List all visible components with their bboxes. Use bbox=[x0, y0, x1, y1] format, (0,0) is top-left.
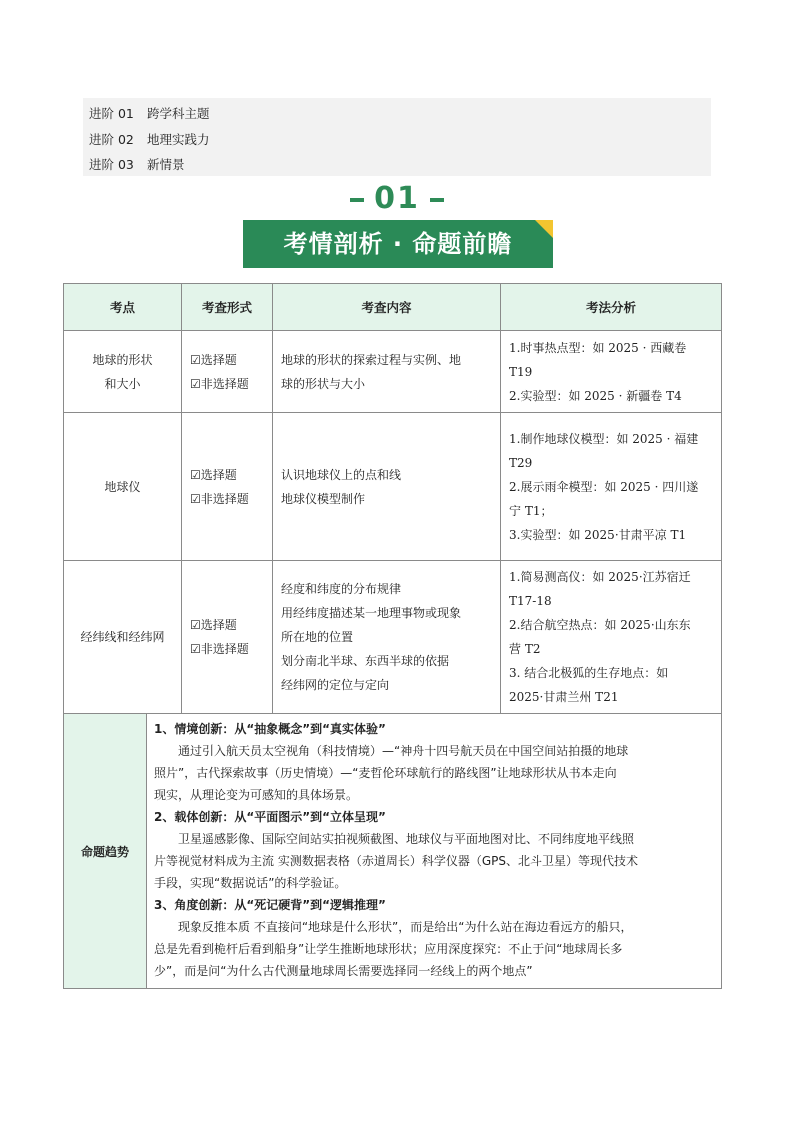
trend-text: 照片”，古代探索故事（历史情境）—“麦哲伦环球航行的路线图”让地球形状从书本走向 bbox=[154, 766, 617, 780]
trend-text: 少”，而是问“为什么古代测量地球周长需要选择同一经线上的两个地点” bbox=[154, 964, 533, 978]
analysis-text: T19 bbox=[509, 364, 533, 379]
exam-analysis-table bbox=[63, 283, 722, 989]
table-row bbox=[64, 413, 722, 561]
trend-text: 现象反推本质 不直接问“地球是什么形状”，而是给出“为什么站在海边看远方的船只， bbox=[178, 920, 633, 934]
content-text: 球的形状与大小 bbox=[281, 376, 366, 391]
exam-analysis-cell bbox=[501, 413, 722, 561]
exam-point-cell bbox=[64, 413, 182, 561]
exam-form-cell bbox=[182, 561, 273, 714]
corner-flag-decoration bbox=[535, 220, 553, 238]
section-number-text: 01 bbox=[374, 181, 420, 216]
form-checkbox-label: ☑非选择题 bbox=[190, 376, 249, 391]
exam-point-text: 和大小 bbox=[104, 376, 141, 391]
trend-text: 通过引入航天员太空视角（科技情境）—“神舟十四号航天员在中国空间站拍摄的地球 bbox=[178, 744, 629, 758]
exam-form-cell bbox=[182, 331, 273, 413]
content-text: 地球的形状的探索过程与实例、地 bbox=[281, 352, 462, 367]
toc-item-number: 进阶 01 bbox=[89, 106, 134, 121]
exam-analysis-cell bbox=[501, 331, 722, 413]
analysis-text: T29 bbox=[509, 455, 533, 470]
content-text: 用经纬度描述某一地理事物或现象 bbox=[281, 606, 462, 620]
content-text: 认识地球仪上的点和线 bbox=[281, 467, 402, 482]
analysis-text: 1.时事热点型：如 2025 · 西藏卷 bbox=[509, 340, 687, 355]
exam-point-text: 经纬线和经纬网 bbox=[80, 630, 165, 644]
analysis-text: 2.结合航空热点：如 2025·山东东 bbox=[509, 618, 691, 632]
exam-analysis-cell bbox=[501, 561, 722, 714]
toc-item-number: 进阶 03 bbox=[89, 157, 134, 172]
analysis-text: 3.实验型：如 2025·甘肃平凉 T1 bbox=[509, 527, 687, 542]
exam-content-cell bbox=[273, 331, 501, 413]
analysis-text: 2.展示雨伞模型：如 2025 · 四川遂 bbox=[509, 479, 699, 494]
banner-title: 考情剖析 · 命题前瞻 bbox=[283, 230, 513, 258]
content-text: 经度和纬度的分布规律 bbox=[281, 582, 402, 596]
analysis-text: 营 T2 bbox=[509, 642, 541, 656]
dash-decoration bbox=[350, 198, 364, 202]
table-header-row bbox=[64, 284, 722, 331]
content-text: 划分南北半球、东西半球的依据 bbox=[281, 654, 450, 668]
toc-item-number: 进阶 02 bbox=[89, 132, 134, 147]
trend-text: 总是先看到桅杆后看到船身”让学生推断地球形状；应用深度探究：不止于问“地球周长多 bbox=[154, 942, 623, 956]
toc-item-title: 跨学科主题 bbox=[147, 106, 210, 121]
trend-text: 卫星遥感影像、国际空间站实拍视频截图、地球仪与平面地图对比、不同纬度地平线照 bbox=[178, 832, 635, 846]
exam-content-cell bbox=[273, 413, 501, 561]
toc-item[interactable] bbox=[89, 130, 210, 148]
exam-content-cell bbox=[273, 561, 501, 714]
toc-item[interactable] bbox=[89, 155, 185, 173]
table-row bbox=[64, 331, 722, 413]
toc-item-title: 地理实践力 bbox=[147, 132, 210, 147]
header-cell: 考点 bbox=[64, 284, 182, 331]
trend-heading: 2、载体创新：从“平面图示”到“立体呈现” bbox=[154, 810, 386, 824]
header-cell: 考法分析 bbox=[501, 284, 722, 331]
analysis-text: 2025·甘肃兰州 T21 bbox=[509, 690, 619, 704]
form-checkbox-label: ☑非选择题 bbox=[190, 642, 249, 656]
dash-decoration bbox=[430, 198, 444, 202]
form-checkbox-label: ☑选择题 bbox=[190, 352, 237, 367]
analysis-text: 2.实验型：如 2025 · 新疆卷 T4 bbox=[509, 388, 682, 403]
trend-heading: 3、角度创新：从“死记硬背”到“逻辑推理” bbox=[154, 898, 386, 912]
content-text: 经纬网的定位与定向 bbox=[281, 678, 390, 692]
content-text: 所在地的位置 bbox=[281, 630, 354, 644]
form-checkbox-label: ☑选择题 bbox=[190, 467, 237, 482]
analysis-text: 3. 结合北极狐的生存地点：如 bbox=[509, 666, 669, 680]
trend-content-cell bbox=[147, 714, 722, 989]
section-banner bbox=[243, 220, 553, 268]
toc-item[interactable] bbox=[89, 104, 210, 122]
analysis-text: T17-18 bbox=[509, 594, 552, 608]
exam-form-cell bbox=[182, 413, 273, 561]
trend-label-cell: 命题趋势 bbox=[64, 714, 147, 989]
exam-point-text: 地球的形状 bbox=[92, 352, 153, 367]
toc-item-title: 新情景 bbox=[147, 157, 185, 172]
exam-point-cell bbox=[64, 561, 182, 714]
trend-text: 手段，实现“数据说话”的科学验证。 bbox=[154, 876, 347, 890]
trend-text: 片等视觉材料成为主流 实测数据表格（赤道周长）科学仪器（GPS、北斗卫星）等现代技术 bbox=[154, 854, 638, 868]
section-number bbox=[0, 181, 794, 216]
analysis-text: 宁 T1； bbox=[509, 503, 553, 518]
form-checkbox-label: ☑选择题 bbox=[190, 618, 237, 632]
table-row bbox=[64, 561, 722, 714]
analysis-text: 1.制作地球仪模型：如 2025 · 福建 bbox=[509, 431, 699, 446]
header-cell: 考查形式 bbox=[182, 284, 273, 331]
trend-heading: 1、情境创新：从“抽象概念”到“真实体验” bbox=[154, 722, 386, 736]
exam-point-cell bbox=[64, 331, 182, 413]
table-of-contents bbox=[83, 98, 711, 176]
form-checkbox-label: ☑非选择题 bbox=[190, 491, 249, 506]
header-cell: 考查内容 bbox=[273, 284, 501, 331]
analysis-text: 1.简易测高仪：如 2025·江苏宿迁 bbox=[509, 570, 691, 584]
trend-text: 现实，从理论变为可感知的具体场景。 bbox=[154, 788, 359, 802]
content-text: 地球仪模型制作 bbox=[281, 491, 366, 506]
trend-row bbox=[64, 714, 722, 989]
exam-point-text: 地球仪 bbox=[104, 479, 141, 494]
